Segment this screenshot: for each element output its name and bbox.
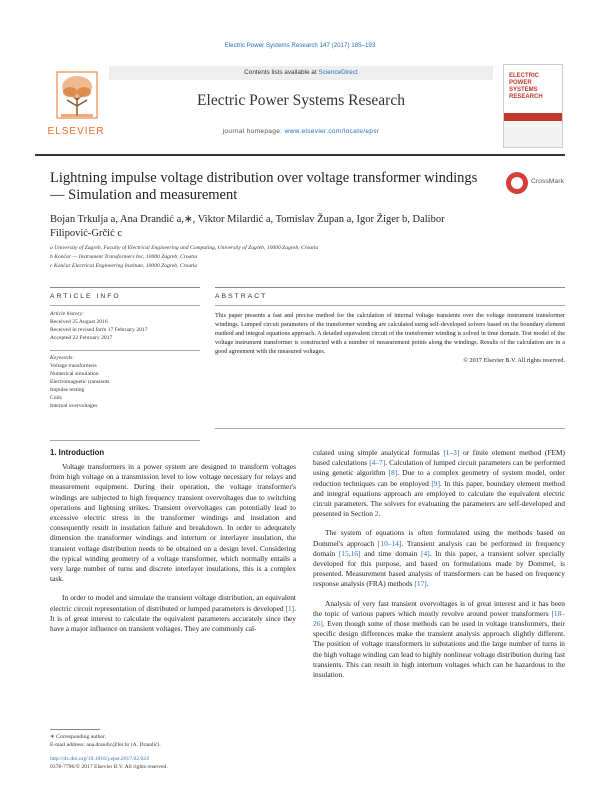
contents-bar xyxy=(109,66,493,80)
text-run: . In this paper, boundary element method and integral equations approach are employed to calculate the equivalent electric circuit parameters. The solvers for evaluating the parameters are self-developed and presented in Section xyxy=(313,478,565,519)
text-run: The system of equations is often formulated using the methods based on Dommel's approach xyxy=(313,528,565,548)
keyword-item: Coils xyxy=(50,395,62,401)
text-run: . Even though some of those methods can be used in voltage transformers, their specific design differences make the transient analysis approach slightly different. The position of voltage transformers in substations and the large number of turns in the high voltage winding can lead to highly nonlinear voltage distribution during fast transients. This can result in high interturn voltages which can be hazardous to the insulation. xyxy=(313,619,565,680)
journal-citation[interactable]: Electric Power Systems Research 147 (2017) 185–193 xyxy=(224,42,376,49)
issn-line: 0378-7796/© 2017 Elsevier B.V. All rights reserved. xyxy=(50,764,168,770)
homepage-link[interactable]: www.elsevier.com/locate/epsr xyxy=(284,128,380,135)
keywords-rule xyxy=(50,350,200,351)
text-run: . It is of great interest to calculate the equivalent parameters accurately since they have a major influence on transient voltages. They are commonly cal- xyxy=(50,603,296,634)
section-link[interactable]: 2 xyxy=(374,509,379,519)
citation-link[interactable]: [17] xyxy=(414,579,427,589)
citation-link[interactable]: [4] xyxy=(421,548,430,558)
section-heading-introduction: 1. Introduction xyxy=(50,448,105,457)
text-run: . xyxy=(378,509,381,519)
text-run: . Calculation of lumped circuit parameters can be performed using genetic algorithm xyxy=(313,458,565,478)
cover-title: ELECTRIC POWER SYSTEMS RESEARCH xyxy=(509,73,543,100)
article-title: Lightning impulse voltage distribution over voltage transformer windings — Simulation and measurement xyxy=(50,170,478,203)
journal-title: Electric Power Systems Research xyxy=(197,92,405,109)
abstract-sub-rule xyxy=(215,305,565,306)
abstract-body xyxy=(215,311,565,365)
homepage-label: journal homepage: xyxy=(222,128,285,135)
citation-link[interactable]: [4–7] xyxy=(369,458,386,468)
journal-cover-thumbnail[interactable] xyxy=(503,64,563,148)
text-run: In order to model and simulate the transient voltage distribution, an equivalent electric circuit representation of distributed or lumped parameters is developed xyxy=(50,593,296,613)
doi-link[interactable]: http://dx.doi.org/10.1016/j.epsr.2017.02.024 xyxy=(50,756,149,762)
citation-link[interactable]: [10–14] xyxy=(377,538,402,548)
keywords-bottom-rule xyxy=(50,440,200,441)
intro-paragraph xyxy=(313,448,565,519)
crossmark-badge[interactable] xyxy=(506,172,566,198)
history-label: Article history: xyxy=(50,311,85,317)
affiliation-c: c Končar Electrical Engineering Institute, 10000 Zagreb, Croatia xyxy=(50,263,198,269)
citation-link[interactable]: [15,16] xyxy=(338,548,361,558)
article-info-heading: ARTICLE INFO xyxy=(50,293,121,300)
crossmark-label: CrossMark xyxy=(531,178,564,185)
contents-label: Contents lists available at xyxy=(244,69,319,76)
keyword-item: Voltage transformers xyxy=(50,363,97,369)
masthead-divider xyxy=(35,154,565,156)
keyword-item: Impulse testing xyxy=(50,387,85,393)
citation-link[interactable]: [18–26] xyxy=(313,608,565,629)
journal-header-box xyxy=(109,66,493,152)
article-info-sub-rule xyxy=(50,305,200,306)
text-run: or finite element method (FEM) based calculations xyxy=(313,448,566,468)
text-run: culated using simple analytical formulas xyxy=(313,448,444,457)
sciencedirect-link[interactable]: ScienceDirect xyxy=(318,69,358,76)
abstract-top-rule xyxy=(215,287,565,288)
history-revised: Received in revised form 17 February 2017 xyxy=(50,327,148,333)
journal-masthead xyxy=(35,60,565,152)
citation-link[interactable]: [8] xyxy=(388,468,398,478)
keywords-label: Keywords: xyxy=(50,355,75,361)
footnote-rule xyxy=(50,729,100,730)
affiliation-b: b Končar — Instrument Transformers Inc, 10000 Zagreb, Croatia xyxy=(50,254,198,260)
text-run: . In this paper, a transient solver specially developed for this purpose, and based on formulations made by Dommel, is presented. Measurement based analysis of transformers can be based on frequency response analysis (FRA) methods xyxy=(313,548,565,589)
text-run: . Transient analysis can be performed in frequency domain xyxy=(313,538,565,558)
abstract-heading: ABSTRACT xyxy=(215,293,268,300)
keyword-item: Internal overvoltages xyxy=(50,403,98,409)
elsevier-tree-icon xyxy=(55,70,99,122)
cover-bottom xyxy=(504,121,562,147)
history-received: Received 25 August 2016 xyxy=(50,319,108,325)
author-list: Bojan Trkulja a, Ana Drandić a,∗, Viktor Milardić a, Tomislav Župan a, Igor Žiger b, Dalibor Filipović-Grčić c xyxy=(50,214,445,239)
keyword-item: Electromagnetic transients xyxy=(50,379,110,385)
citation-link[interactable]: [1] xyxy=(285,603,295,613)
corresponding-author-note: ∗ Corresponding author. xyxy=(50,734,107,740)
cover-top xyxy=(504,65,562,113)
elsevier-wordmark: ELSEVIER xyxy=(47,126,105,137)
abstract-copyright: © 2017 Elsevier B.V. All rights reserved. xyxy=(463,357,565,364)
intro-paragraph: Voltage transformers in a power system are designed to transform voltages from high voltage on a transmission level to low voltage necessary for relays and measurement equipment. During their operation, the voltage transformer's windings are subjected to high frequency transient overvoltages due to switching operations and lightning strikes. Transient overvoltages can potentially lead to excessive electric stress in the transformer windings and insulation and consequently result in insulation failure and breakdown. In order to adequately dimension the transformer windings and interturn or interlayer insulation, the transient voltage distribution needs to be obtained on a design level. Considering the typical winding geometry of a voltage transformer, which normally entails a very large number of turns and discrete interlayer insulations, this is a complex task. xyxy=(50,462,296,584)
text-run: and time domain xyxy=(360,548,422,558)
cover-band xyxy=(504,113,562,121)
intro-paragraph xyxy=(313,599,565,681)
intro-paragraph xyxy=(50,593,296,634)
history-accepted: Accepted 22 February 2017 xyxy=(50,335,113,341)
footnotes xyxy=(50,733,300,771)
citation-link[interactable]: [9] xyxy=(431,478,440,488)
journal-homepage xyxy=(109,128,493,135)
text-run: . xyxy=(426,579,429,589)
text-run: Analysis of very fast transient overvoltages is of great interest and it has been the topic of various papers which mostly revolve around power transformers xyxy=(313,598,565,618)
affiliations xyxy=(50,244,550,271)
article-history xyxy=(50,310,200,342)
abstract-bottom-rule xyxy=(215,428,565,429)
crossmark-icon xyxy=(506,172,528,194)
left-column xyxy=(50,462,296,634)
email-note[interactable]: E-mail address: ana.drandic@fer.hr (A. Drandić). xyxy=(50,742,161,748)
elsevier-logo[interactable] xyxy=(41,70,111,150)
right-column xyxy=(313,448,565,680)
citation-link[interactable]: [1–3] xyxy=(443,448,460,457)
intro-paragraph xyxy=(313,528,565,589)
abstract-text: This paper presents a fast and precise method for the calculation of internal voltage transients over the voltage instrument transformer windings. Lumped circuit parameters of the transformer winding are calculated using self-developed solvers based on the boundary element method and integral equations approach. A detailed equivalent circuit of the transformer winding is solved in time domain. Test model of the voltage instrument transformer is constructed with a number of measurement points along the windings. Results of the calculation are in a good agreement with the measured voltages. xyxy=(215,312,565,355)
affiliation-a: a University of Zagreb, Faculty of Electrical Engineering and Computing, University of Zagreb, 10000 Zagreb, Croatia xyxy=(50,245,319,251)
article-info-top-rule xyxy=(50,287,200,288)
keyword-item: Numerical simulation xyxy=(50,371,99,377)
keywords xyxy=(50,354,200,410)
text-run: . Due to a complex geometry of system model, order reduction techniques can be employed xyxy=(313,468,565,488)
